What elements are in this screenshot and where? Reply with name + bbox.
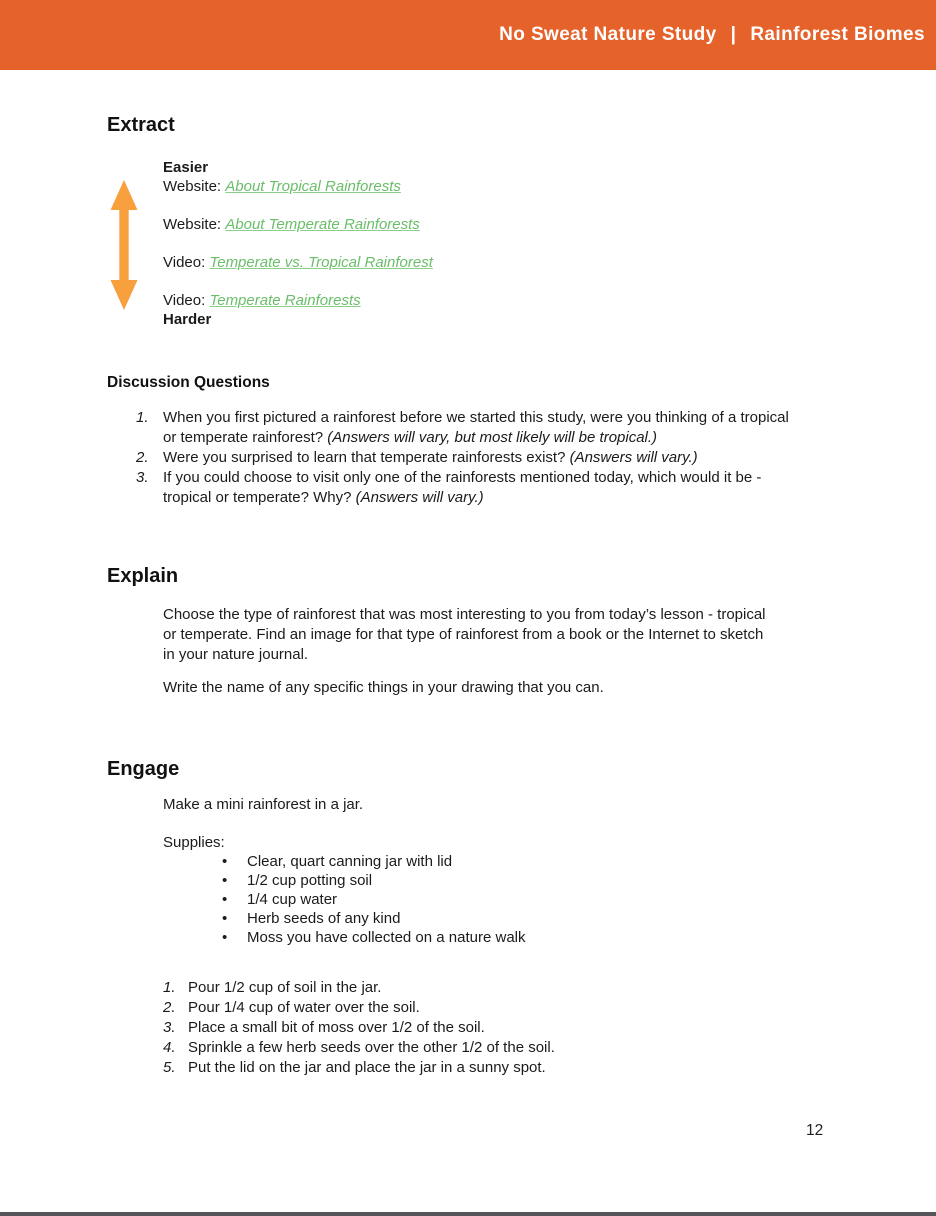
supplies-label: Supplies:: [163, 834, 225, 851]
question-text: [163, 408, 803, 448]
bullet-icon: •: [222, 891, 228, 908]
resource-link-about-tropical-rainforests[interactable]: About Tropical Rainforests: [225, 178, 401, 195]
instruction-step: [163, 1058, 936, 1078]
step-number: 3.: [163, 1019, 176, 1036]
question-number: 3.: [136, 469, 149, 486]
explain-paragraph: Choose the type of rainforest that was most interesting to you from today’s lesson - tropical or temperate. Find an image for that type of rainforest from a book or the Internet to sketch in your nature journal.: [163, 606, 766, 663]
resource-kind-label: Website:: [163, 178, 226, 195]
supply-list-item: [222, 852, 936, 871]
resource-link-about-temperate-rainforests[interactable]: About Temperate Rainforests: [225, 216, 420, 233]
resource-kind-label: Video:: [163, 292, 210, 309]
step-text: Pour 1/4 cup of water over the soil.: [188, 999, 420, 1016]
engage-intro: Make a mini rainforest in a jar.: [163, 796, 364, 813]
bullet-icon: •: [222, 929, 228, 946]
section-heading-discussion-questions: Discussion Questions: [107, 374, 270, 391]
supplies-list: [0, 852, 936, 947]
discussion-question-item: [136, 468, 936, 508]
question-number: 1.: [136, 409, 149, 426]
step-text: Place a small bit of moss over 1/2 of the soil.: [188, 1019, 485, 1036]
bullet-icon: •: [222, 853, 228, 870]
supply-text: Clear, quart canning jar with lid: [247, 853, 453, 870]
supply-list-item: [222, 890, 936, 909]
supply-text: 1/2 cup potting soil: [247, 872, 373, 889]
step-number: 4.: [163, 1039, 176, 1056]
resource-kind-label: Video:: [163, 254, 210, 271]
instructions-list: [0, 978, 936, 1078]
supply-list-item: [222, 909, 936, 928]
discussion-question-item: [136, 448, 936, 468]
question-number: 2.: [136, 449, 149, 466]
instruction-step: [163, 998, 936, 1018]
instruction-step: [163, 1018, 936, 1038]
question-body: When you first pictured a rainforest before we started this study, were you thinking of a tropical or temperate rainforest?: [163, 409, 789, 446]
instruction-step: [163, 1038, 936, 1058]
title-separator: |: [730, 24, 737, 45]
step-text: Put the lid on the jar and place the jar in a sunny spot.: [188, 1059, 546, 1076]
question-text: [163, 468, 803, 508]
resource-row: [163, 253, 936, 272]
step-number: 2.: [163, 999, 176, 1016]
resource-kind-label: Website:: [163, 216, 226, 233]
bullet-icon: •: [222, 910, 228, 927]
resource-link-temperate-rainforests-video[interactable]: Temperate Rainforests: [209, 292, 361, 309]
extract-resources-block: [0, 158, 936, 329]
supply-text: Herb seeds of any kind: [247, 910, 401, 927]
harder-label: Harder: [163, 311, 212, 328]
header-bar: [0, 0, 936, 70]
explain-paragraph: Write the name of any specific things in your drawing that you can.: [163, 679, 604, 696]
document-title: [499, 24, 925, 46]
resource-row: [163, 215, 936, 234]
answer-note: (Answers will vary, but most likely will be tropical.): [327, 429, 658, 446]
resource-row: [163, 177, 936, 196]
document-title-right: Rainforest Biomes: [750, 24, 925, 45]
step-number: 1.: [163, 979, 176, 996]
easier-label: Easier: [163, 159, 209, 176]
discussion-question-list: [0, 408, 936, 508]
page-number: 12: [806, 1122, 824, 1139]
section-heading-extract: Extract: [107, 114, 175, 136]
discussion-question-item: [136, 408, 936, 448]
question-body: Were you surprised to learn that temperate rainforests exist?: [163, 449, 570, 466]
bullet-icon: •: [222, 872, 228, 889]
supply-text: 1/4 cup water: [247, 891, 338, 908]
question-text: [163, 448, 803, 468]
supply-text: Moss you have collected on a nature walk: [247, 929, 526, 946]
step-text: Pour 1/2 cup of soil in the jar.: [188, 979, 382, 996]
resource-row: [163, 291, 936, 310]
answer-note: (Answers will vary.): [355, 489, 484, 506]
section-heading-engage: Engage: [107, 758, 180, 780]
answer-note: (Answers will vary.): [569, 449, 698, 466]
supply-list-item: [222, 871, 936, 890]
document-title-left: No Sweat Nature Study: [499, 24, 717, 45]
footer-rule: [0, 1212, 936, 1216]
step-number: 5.: [163, 1059, 176, 1076]
question-body: If you could choose to visit only one of the rainforests mentioned today, which would it be - tropical or temperate? Why?: [163, 469, 762, 506]
supply-list-item: [222, 928, 936, 947]
step-text: Sprinkle a few herb seeds over the other 1/2 of the soil.: [188, 1039, 555, 1056]
resource-link-temperate-vs-tropical-video[interactable]: Temperate vs. Tropical Rainforest: [209, 254, 433, 271]
difficulty-range-arrow-icon: [110, 180, 138, 310]
section-heading-explain: Explain: [107, 565, 179, 587]
instruction-step: [163, 978, 936, 998]
